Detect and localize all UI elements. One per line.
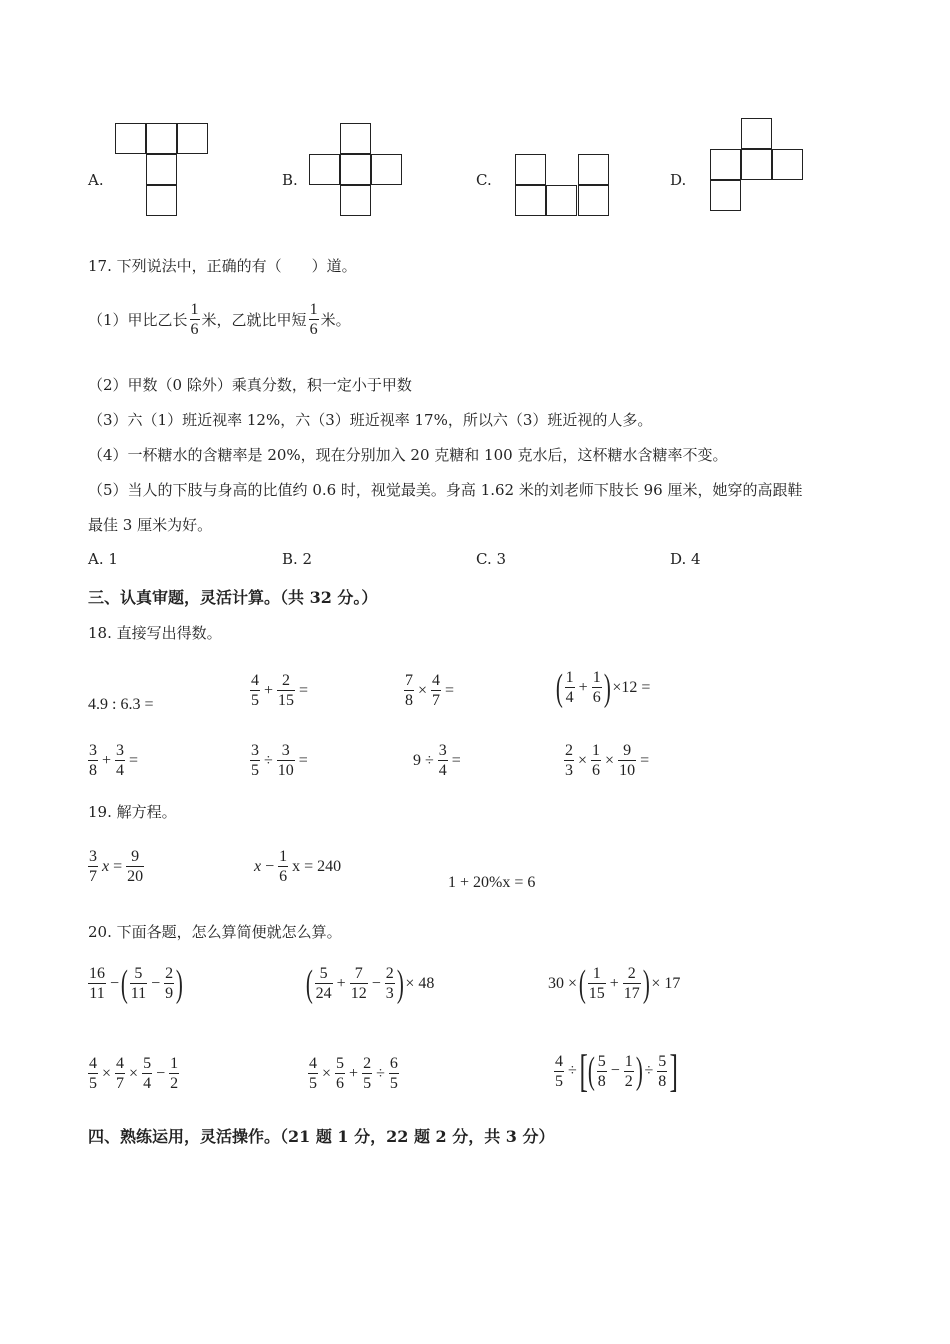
net-square [515, 154, 546, 185]
net-square [115, 123, 146, 154]
net-square [309, 154, 340, 185]
fraction: $\frac{1}{6}$ [190, 301, 199, 338]
q20-expr-6: $\frac{4}{5}$ ÷[( $\frac{5}{8}$ − $\frac{1}{2}$ ) ÷ $\frac{5}{8}$ ] [555, 1045, 679, 1096]
q17-s1-text: （1）甲比乙长 [88, 311, 188, 329]
q20-expr-5: $\frac{4}{5}$ × $\frac{5}{6}$ + $\frac{2}{5}$ ÷ $\frac{6}{5}$ [309, 1055, 398, 1092]
q18-expr-5: $\frac{3}{8}$ + $\frac{3}{4}$ = [89, 742, 139, 779]
q18-expr-3: $\frac{7}{8}$ × $\frac{4}{7}$ = [405, 672, 455, 709]
q17-statement-3: （3）六（1）班近视率 12%，六（3）班近视率 17%，所以六（3）班近视的人多。 [88, 411, 653, 429]
net-square [546, 185, 577, 216]
fraction: $\frac{1}{6}$ [309, 301, 318, 338]
net-square [177, 123, 208, 154]
net-square [578, 154, 609, 185]
q18-expr-4: ( $\frac{1}{4}$ + $\frac{1}{6}$ ) ×12 = [555, 666, 651, 709]
q20-expr-2: ( $\frac{5}{24}$ + $\frac{7}{12}$ − $\frac{2}{3}$ ) × 48 [305, 962, 435, 1005]
net-square [340, 123, 371, 154]
q17-statement-5-cont: 最佳 3 厘米为好。 [88, 516, 213, 534]
q17-statement-2: （2）甲数（0 除外）乘真分数，积一定小于甲数 [88, 376, 412, 394]
net-square [741, 149, 772, 180]
q20-stem: 20. 下面各题，怎么算简便就怎么算。 [88, 923, 342, 941]
net-square [146, 154, 177, 185]
q17-statement-4: （4）一杯糖水的含糖率是 20%，现在分别加入 20 克糖和 100 克水后，这杯糖水含糖率不变。 [88, 446, 728, 464]
net-square [710, 180, 741, 211]
q18-expr-2: $\frac{4}{5}$ + $\frac{2}{15}$ = [251, 672, 309, 709]
q20-expr-3: 30 ×( $\frac{1}{15}$ + $\frac{2}{17}$ ) × 17 [548, 962, 681, 1005]
q18-expr-6: $\frac{3}{5}$ ÷ $\frac{3}{10}$ = [251, 742, 308, 779]
q19-eq-2: x − $\frac{1}{6}$ x = 240 [254, 848, 342, 885]
net-square [741, 118, 772, 149]
q17-s1-text: 米。 [320, 311, 351, 329]
q18-expr-8: $\frac{2}{3}$ × $\frac{1}{6}$ × $\frac{9}{10}$ = [565, 742, 650, 779]
q17-s1-text: 米，乙就比甲短 [201, 311, 307, 329]
q17-statement-5: （5）当人的下肢与身高的比值约 0.6 时，视觉最美。身高 1.62 米的刘老师下肢长 96 厘米，她穿的高跟鞋 [88, 481, 803, 499]
q17-stem: 17. 下列说法中，正确的有（ ）道。 [88, 257, 357, 275]
net-square [146, 185, 177, 216]
section-3-heading: 三、认真审题，灵活计算。（共 32 分。） [88, 588, 378, 607]
q19-stem: 19. 解方程。 [88, 803, 177, 821]
net-square [146, 123, 177, 154]
option-a-label: A. [88, 171, 104, 189]
q19-eq-3: 1 + 20%x = 6 [448, 874, 536, 891]
q20-expr-4: $\frac{4}{5}$ × $\frac{4}{7}$ × $\frac{5}{4}$ − $\frac{1}{2}$ [89, 1055, 179, 1092]
choice-b[interactable]: B. 2 [282, 550, 313, 568]
choice-c[interactable]: C. 3 [476, 550, 507, 568]
net-square [772, 149, 803, 180]
q17-statement-1 [88, 300, 351, 339]
section-4-heading: 四、熟练运用，灵活操作。（21 题 1 分，22 题 2 分，共 3 分） [88, 1127, 555, 1146]
net-square [340, 185, 371, 216]
net-square [578, 185, 609, 216]
choice-a[interactable]: A. 1 [88, 550, 118, 568]
choice-d[interactable]: D. 4 [670, 550, 701, 568]
q18-expr-7: 9 ÷ $\frac{3}{4}$ = [413, 742, 461, 779]
net-square [515, 185, 546, 216]
net-square [340, 154, 371, 185]
q19-eq-1: $\frac{3}{7}$ x = $\frac{9}{20}$ [89, 848, 144, 885]
net-square [710, 149, 741, 180]
q20-expr-1: $\frac{16}{11}$ −( $\frac{5}{11}$ − $\frac{2}{9}$ ) [89, 962, 183, 1005]
option-b-label: B. [282, 171, 298, 189]
option-c-label: C. [476, 171, 492, 189]
net-square [371, 154, 402, 185]
option-d-label: D. [670, 171, 687, 189]
q18-expr-1: 4.9 : 6.3 = [88, 696, 154, 713]
q18-stem: 18. 直接写出得数。 [88, 624, 222, 642]
